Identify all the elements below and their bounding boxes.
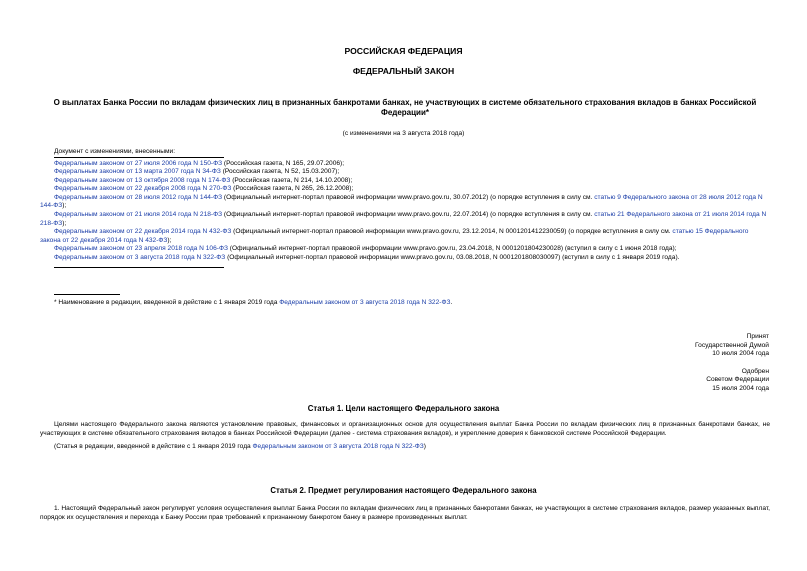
article1-note-link[interactable]: Федеральным законом от 3 августа 2018 года N 322-ФЗ — [252, 443, 424, 450]
article2-heading: Статья 2. Предмет регулирования настоящего Федерального закона — [270, 486, 537, 495]
amendment-item: Федеральным законом от 23 апреля 2018 года N 106-ФЗ (Официальный интернет-портал правовой информации www.pravo.gov.ru, 23.04.2018, N 0001201804230028) (вступил в силу с 1 июня 2018 года); — [54, 245, 677, 253]
approved-by: Советом Федерации — [706, 376, 769, 384]
article1-body: Целями настоящего Федерального закона являются установление правовых, финансовых и организационных основ для осуществления выплат Банка России по вкладам физических лиц в признанных банкротами банках, не участвующих в системе обязательного страхования вкладов в банках Российской Федерации (далее - система страхования вкладов), и укрепление доверия к банковской системе Российской Федерации. — [40, 421, 770, 437]
amendments-bottom-rule — [54, 267, 224, 268]
amendments-intro: Документ с изменениями, внесенными: — [54, 148, 176, 155]
footnote: * Наименование в редакции, введенной в действие с 1 января 2019 года Федеральным законом от 3 августа 2018 года N 322-ФЗ. — [54, 299, 453, 306]
doc-type-heading: ФЕДЕРАЛЬНЫЙ ЗАКОН — [352, 66, 455, 76]
article1-heading: Статья 1. Цели настоящего Федерального закона — [307, 404, 500, 413]
amendment-link[interactable]: Федеральным законом от 13 марта 2007 года N 34-ФЗ — [54, 168, 221, 176]
amendments-list — [40, 148, 770, 268]
accepted-by: Государственной Думой — [695, 341, 769, 349]
amendment-item: Федеральным законом от 28 июля 2012 года N 144-ФЗ (Официальный интернет-портал правовой информации www.pravo.gov.ru, 30.07.2012) (о порядке вступления в силу см. статью 9 Федерального закона от 28 июля 2012 года N 144-ФЗ); — [40, 193, 763, 210]
amendment-link[interactable]: Федеральным законом от 21 июля 2014 года N 218-ФЗ — [54, 210, 223, 218]
amendment-item: Федеральным законом от 3 августа 2018 года N 322-ФЗ (Официальный интернет-портал правовой информации www.pravo.gov.ru, 03.08.2018, N 0001201808030097) (вступил в силу с 1 января 2019 года). — [54, 253, 680, 261]
accepted-label: Принят — [746, 333, 769, 340]
amendment-link[interactable]: Федеральным законом от 27 июля 2006 года N 150-ФЗ — [54, 159, 223, 167]
changes-note: (с изменениями на 3 августа 2018 года) — [342, 130, 465, 137]
amendment-item: Федеральным законом от 13 октября 2008 года N 174-ФЗ (Российская газета, N 214, 14.10.2008); — [54, 176, 353, 184]
amendment-link[interactable]: Федеральным законом от 23 апреля 2018 года N 106-ФЗ — [54, 245, 228, 253]
accepted-date: 10 июля 2004 года — [712, 350, 769, 358]
approved-date: 15 июля 2004 года — [712, 384, 769, 392]
amendment-article-link[interactable]: статью 15 Федерального закона от 22 декабря 2014 года N 432-ФЗ — [40, 228, 749, 244]
amendment-item: Федеральным законом от 27 июля 2006 года N 150-ФЗ (Российская газета, N 165, 29.07.2006); — [54, 159, 345, 167]
footnote-link[interactable]: Федеральным законом от 3 августа 2018 года N 322-ФЗ — [279, 299, 451, 306]
footnote-rule — [54, 294, 120, 295]
adoption-block — [560, 333, 769, 393]
amendment-article-link[interactable]: статью 21 Федерального закона от 21 июля 2014 года N 218-ФЗ — [40, 210, 767, 227]
amendment-item: Федеральным законом от 22 декабря 2014 года N 432-ФЗ (Официальный интернет-портал правовой информации www.pravo.gov.ru, 23.12.2014, N 0001201412230059) (о порядке вступления в силу см. статью 15 Федерального закона от 22 декабря 2014 года N 432-ФЗ); — [40, 228, 749, 244]
amendments-rule — [54, 157, 224, 158]
amendment-article-link[interactable]: статью 9 Федерального закона от 28 июля 2012 года N 144-ФЗ — [40, 193, 763, 210]
amendment-link[interactable]: Федеральным законом от 3 августа 2018 года N 322-ФЗ — [54, 253, 226, 261]
amendment-item: Федеральным законом от 21 июля 2014 года N 218-ФЗ (Официальный интернет-портал правовой информации www.pravo.gov.ru, 22.07.2014) (о порядке вступления в силу см. статью 21 Федерального закона от 21 июля 2014 года N 218-ФЗ); — [40, 210, 767, 227]
amendment-item: Федеральным законом от 22 декабря 2008 года N 270-ФЗ (Российская газета, N 265, 26.12.2008); — [54, 185, 354, 193]
amendment-link[interactable]: Федеральным законом от 22 декабря 2008 года N 270-ФЗ — [54, 185, 232, 193]
country-heading: РОССИЙСКАЯ ФЕДЕРАЦИЯ — [344, 46, 463, 56]
amendment-link[interactable]: Федеральным законом от 13 октября 2008 года N 174-ФЗ — [54, 176, 231, 184]
amendment-link[interactable]: Федеральным законом от 28 июля 2012 года N 144-ФЗ — [54, 193, 223, 201]
approved-label: Одобрен — [741, 367, 769, 375]
amendment-item: Федеральным законом от 13 марта 2007 года N 34-ФЗ (Российская газета, N 52, 15.03.2007); — [54, 168, 340, 176]
law-title: О выплатах Банка России по вкладам физических лиц в признанных банкротами банках, не участвующих в системе обязательного страхования вкладов в банках Российской Федерации* — [53, 98, 757, 117]
article1-note: (Статья в редакции, введенной в действие с 1 января 2019 года Федеральным законом от 3 августа 2018 года N 322-ФЗ) — [54, 443, 426, 450]
article2-body: 1. Настоящий Федеральный закон регулирует условия осуществления выплат Банка России по вкладам физических лиц в признанных банкротами банках, не участвующих в системе страхования вкладов, размер указанных выплат, порядок их осуществления и перехода к Банку России прав требований к признанному банкротом банку в размере произведенных выплат. — [40, 505, 770, 521]
amendment-link[interactable]: Федеральным законом от 22 декабря 2014 года N 432-ФЗ — [54, 228, 232, 236]
